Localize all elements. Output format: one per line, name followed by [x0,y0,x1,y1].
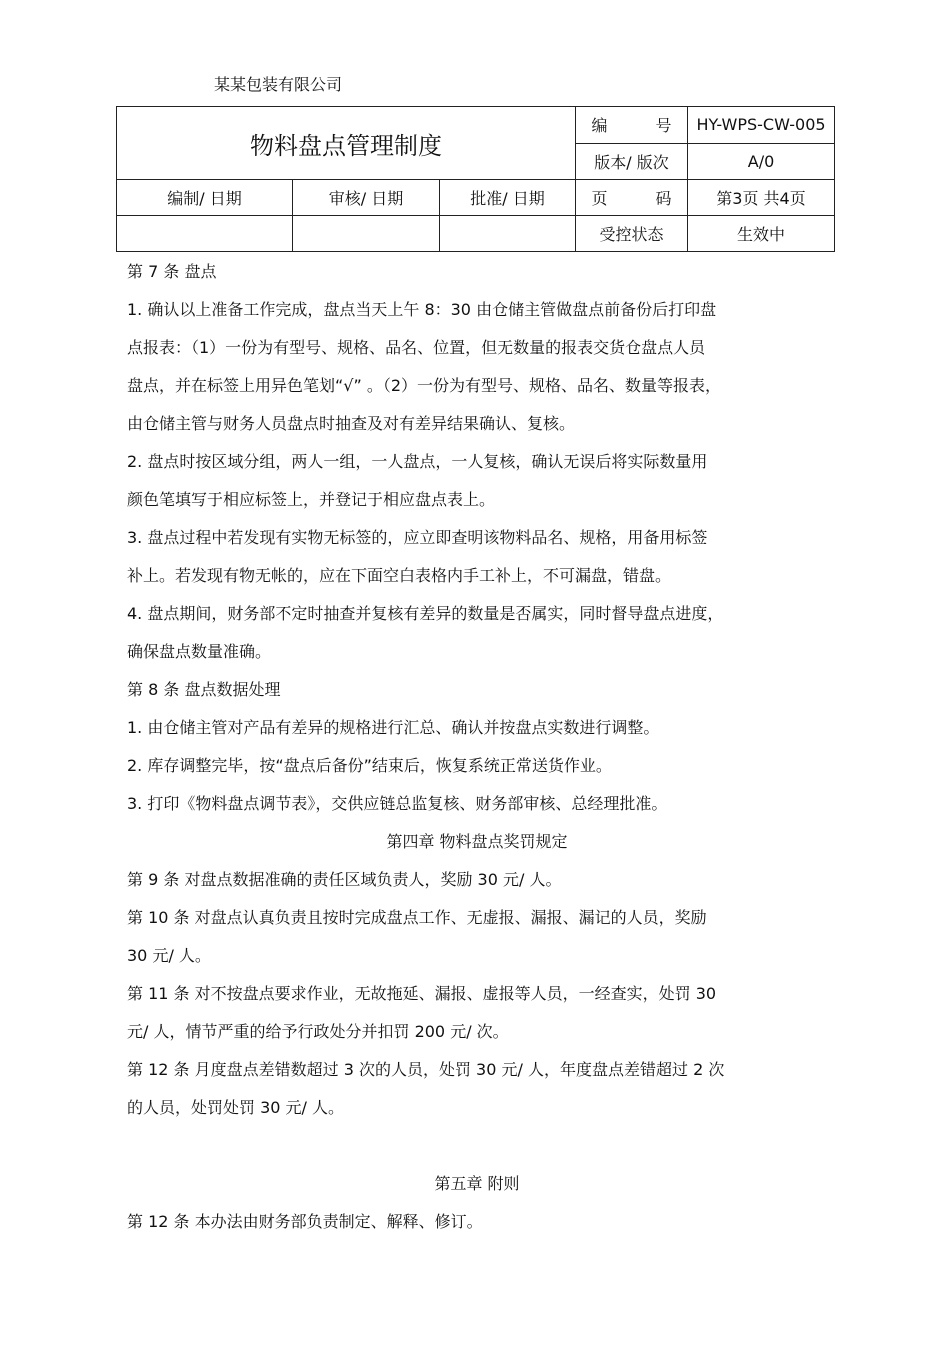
text-line: 元/ 人，情节严重的给予行政处分并扣罚 200 元/ 次。 [127,1022,509,1041]
text-line: 2. 盘点时按区域分组，两人一组，一人盘点，一人复核，确认无误后将实际数量用 [127,452,708,471]
control-label: 受控状态 [576,216,688,252]
text-line: 点报表：（1）一份为有型号、规格、品名、位置，但无数量的报表交货仓盘点人员 [127,338,706,357]
text-line: 的人员，处罚处罚 30 元/ 人。 [127,1098,345,1117]
text-line: 第 11 条 对不按盘点要求作业，无故拖延、漏报、虚报等人员，一经查实，处罚 30 [127,984,717,1003]
text-line: 第 8 条 盘点数据处理 [127,680,281,699]
approved-label: 批准/ 日期 [440,180,576,216]
version-label: 版本/ 版次 [576,143,688,180]
text-line: 3. 盘点过程中若发现有实物无标签的，应立即查明该物料品名、规格，用备用标签 [127,528,708,547]
text-line: 补上。若发现有物无帐的，应在下面空白表格内手工补上，不可漏盘，错盘。 [127,566,672,585]
prepared-cell [117,216,293,252]
text-line: 1. 由仓储主管对产品有差异的规格进行汇总、确认并按盘点实数进行调整。 [127,718,660,737]
page-label: 页 码 [576,180,688,216]
document-header-table [116,106,835,252]
text-line: 颜色笔填写于相应标签上，并登记于相应盘点表上。 [127,490,496,509]
company-name: 某某包装有限公司 [214,75,343,94]
control-value: 生效中 [688,216,835,252]
text-line: 确保盘点数量准确。 [127,642,272,661]
code-label: 编 号 [576,107,688,144]
page-value: 第3页 共4页 [688,180,835,216]
text-line: 第 9 条 对盘点数据准确的责任区域负责人，奖励 30 元/ 人。 [127,870,562,889]
text-line: 4. 盘点期间，财务部不定时抽查并复核有差异的数量是否属实，同时督导盘点进度， [127,604,724,623]
reviewed-label: 审核/ 日期 [293,180,440,216]
reviewed-cell [293,216,440,252]
approved-cell [440,216,576,252]
chapter-heading: 第四章 物料盘点奖罚规定 [386,832,568,851]
text-line: 3. 打印《物料盘点调节表》，交供应链总监复核、财务部审核、总经理批准。 [127,794,668,813]
text-line: 第 10 条 对盘点认真负责且按时完成盘点工作、无虚报、漏报、漏记的人员，奖励 [127,908,707,927]
document-body [127,256,827,1244]
version-value: A/0 [688,143,835,180]
text-line: 第 7 条 盘点 [127,262,217,281]
text-line: 30 元/ 人。 [127,946,211,965]
code-value: HY-WPS-CW-005 [688,107,835,144]
text-line: 盘点，并在标签上用异色笔划“√” 。（2）一份为有型号、规格、品名、数量等报表， [127,376,722,395]
chapter-heading: 第五章 附则 [434,1174,520,1193]
text-line: 第 12 条 本办法由财务部负责制定、解释、修订。 [127,1212,483,1231]
text-line: 2. 库存调整完毕，按“盘点后备份”结束后，恢复系统正常送货作业。 [127,756,612,775]
text-line: 1. 确认以上准备工作完成，盘点当天上午 8：30 由仓储主管做盘点前备份后打印盘 [127,300,717,319]
blank-line [127,1130,827,1168]
text-line: 第 12 条 月度盘点差错数超过 3 次的人员，处罚 30 元/ 人，年度盘点差错超过 2 次 [127,1060,725,1079]
prepared-label: 编制/ 日期 [117,180,293,216]
text-line: 由仓储主管与财务人员盘点时抽查及对有差异结果确认、复核。 [127,414,576,433]
document-title: 物料盘点管理制度 [117,107,576,180]
